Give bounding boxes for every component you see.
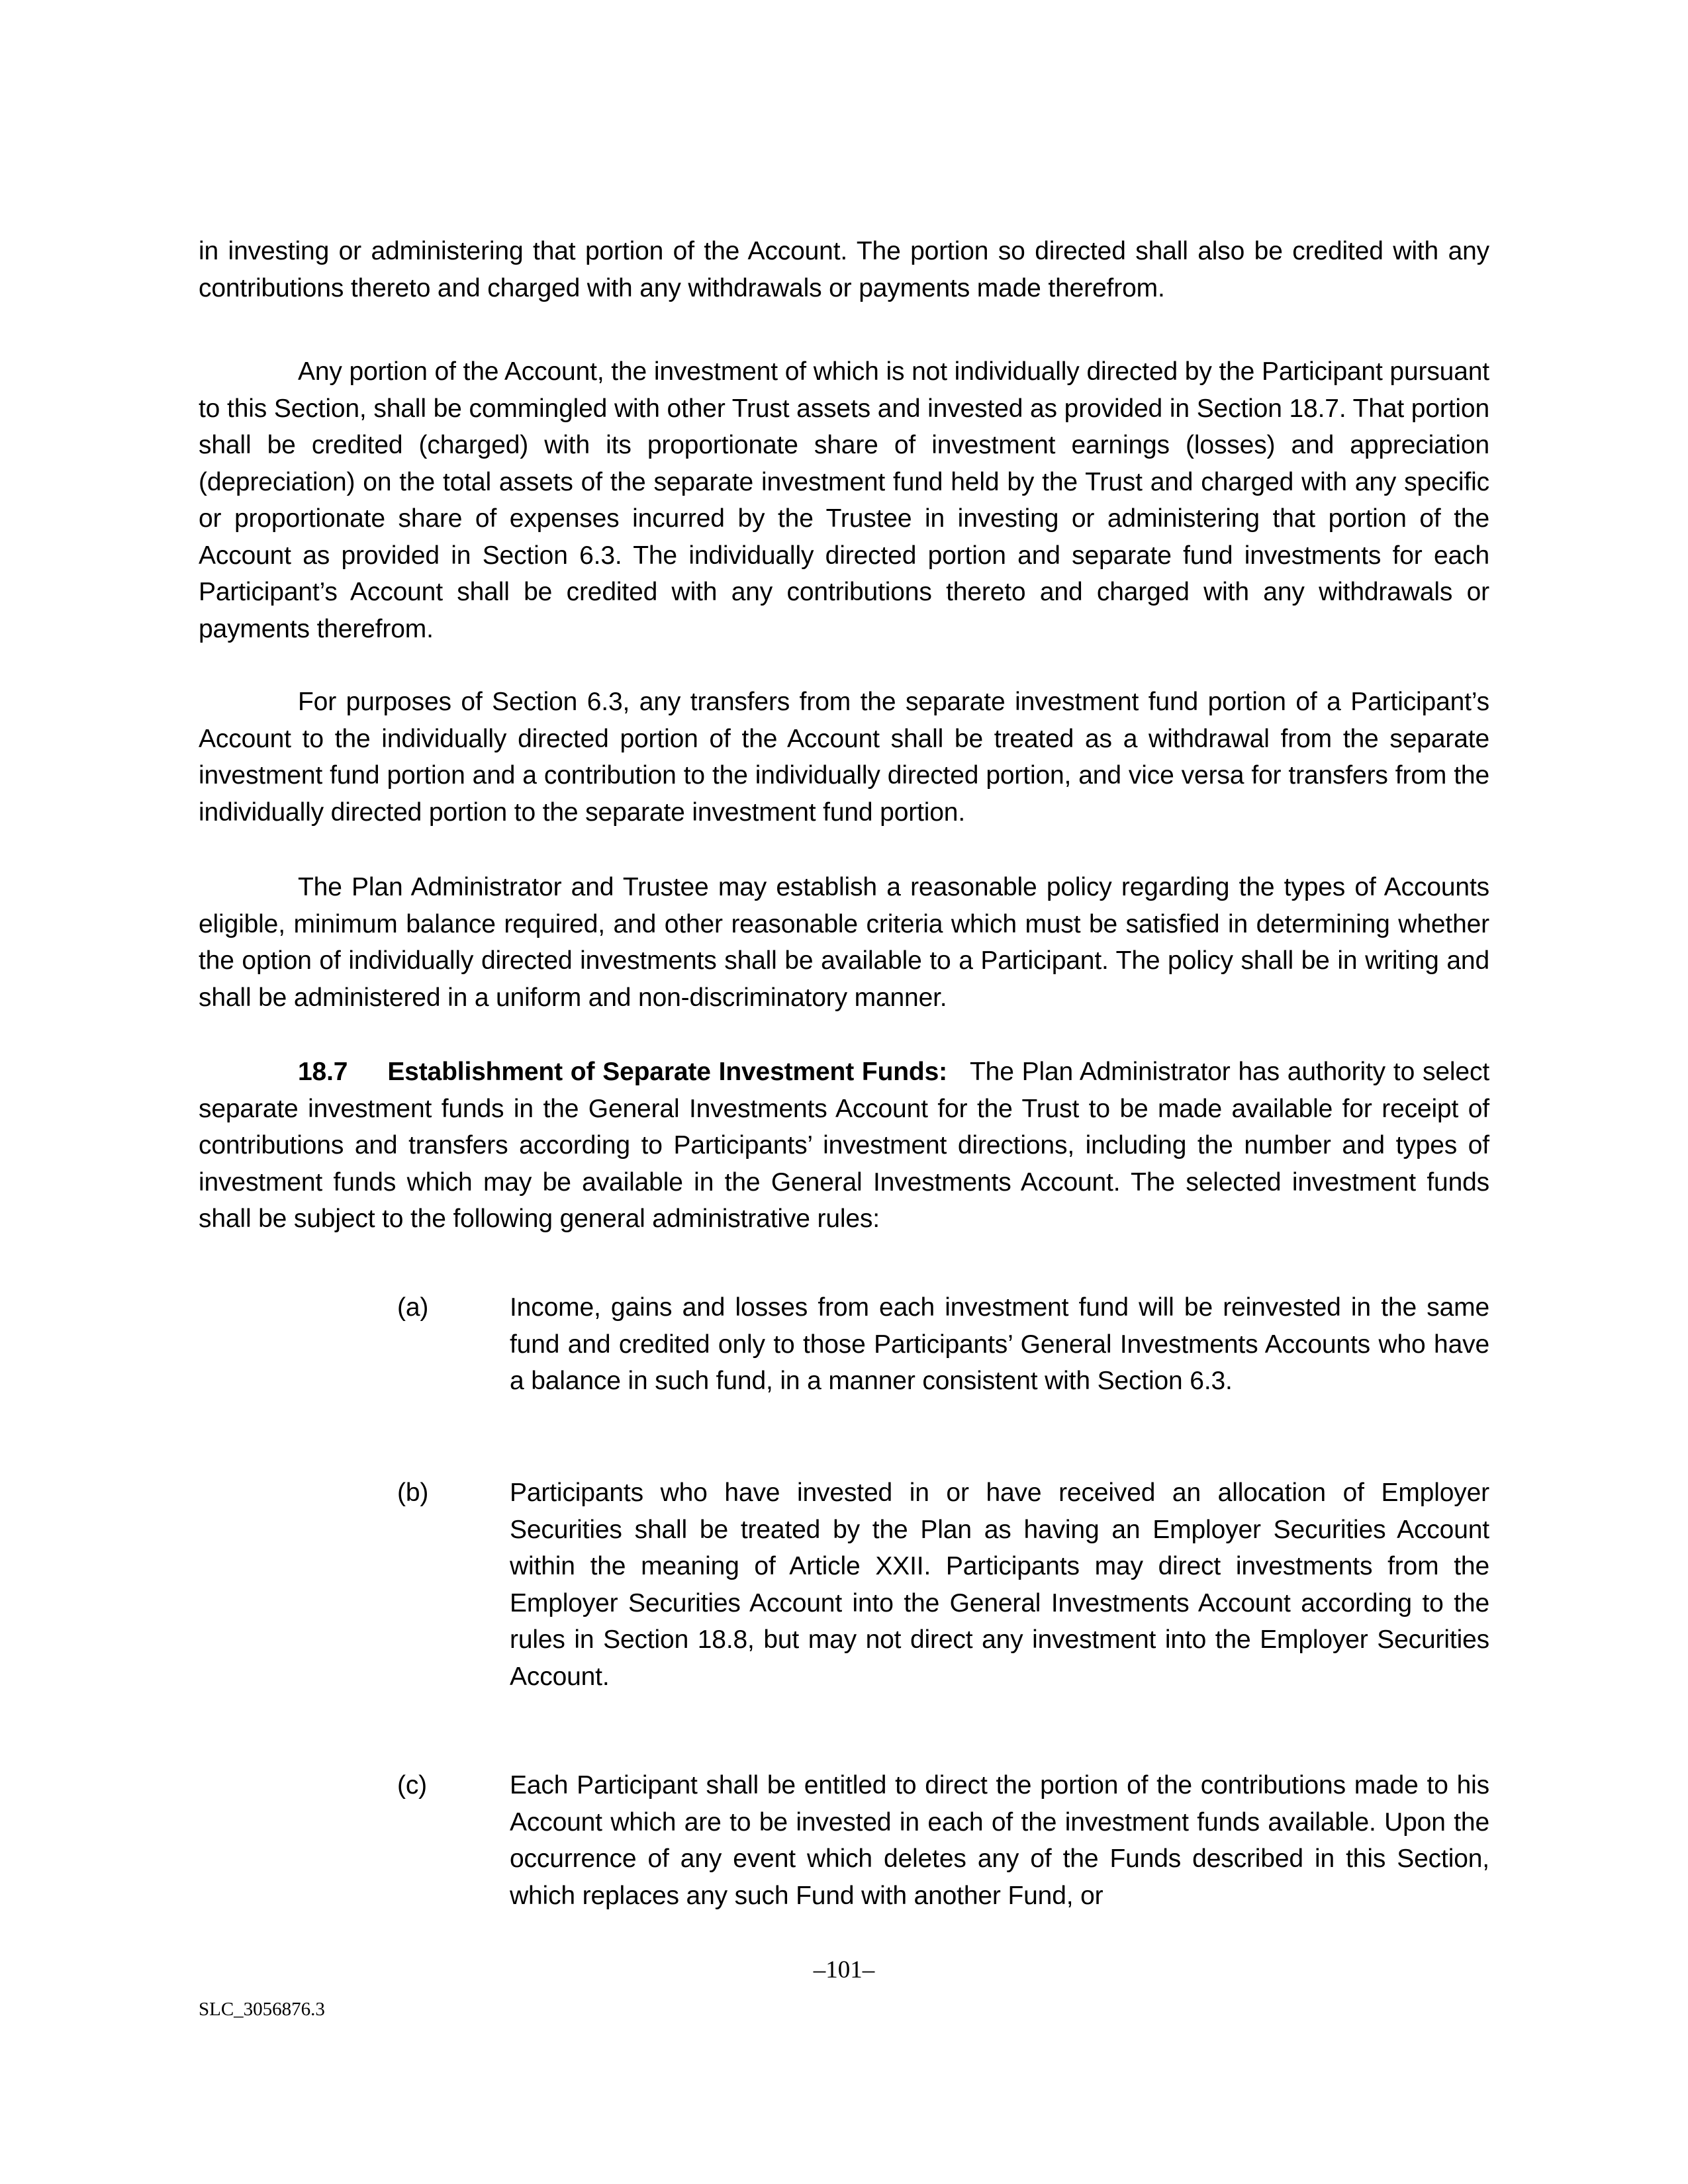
section-text: The Plan Administrator has authority to select separate investment funds in the General Investments Account for the Trust to be made available for receipt of contributions and transfers according to Participants’ investment directions, including the number and types of investment funds which may be available in the General Investments Account. The selected investment funds shall be subject to the following general administrative rules: <box>199 1058 1490 1233</box>
continuation-text: in investing or administering that portion of the Account. The portion so directed shall also be credited with any contributions thereto and charged with any withdrawals or payments made therefrom. <box>199 237 1489 302</box>
document-id: SLC_3056876.3 <box>199 1999 325 2020</box>
section-title: Establishment of Separate Investment Funds: <box>387 1058 947 1086</box>
list-item-text: Income, gains and losses from each investment fund will be reinvested in the same fund and credited only to those Participants’ General Investments Accounts who have a balance in such fund, in a manner consistent with Section 6.3. <box>510 1293 1489 1395</box>
section-paragraph <box>199 1054 1489 1238</box>
page-number: –101– <box>813 1956 875 1983</box>
paragraph-policy <box>199 869 1489 1016</box>
paragraph-text: Any portion of the Account, the investment of which is not individually directed by the Participant pursuant to this Section, shall be commingled with other Trust assets and invested as provided in Section 18.7. That portion shall be credited (charged) with its proportionate share of investment earnings (losses) and appreciation (depreciation) on the total assets of the separate investment fund held by the Trust and charged with any specific or proportionate share of expenses incurred by the Trustee in investing or administering that portion of the Account as provided in Section 6.3. The individually directed portion and separate fund investments for each Participant’s Account shall be credited with any contributions thereto and charged with any withdrawals or payments therefrom. <box>199 357 1489 643</box>
paragraph-text: The Plan Administrator and Trustee may establish a reasonable policy regarding the types of Accounts eligible, minimum balance required, and other reasonable criteria which must be satisfied in determining whether the option of individually directed investments shall be available to a Participant. The policy shall be in writing and shall be administered in a uniform and non-discriminatory manner. <box>199 873 1489 1012</box>
paragraph-transfers <box>199 684 1489 831</box>
list-item-label: (c) <box>397 1771 428 1799</box>
list-item-text: Each Participant shall be entitled to direct the portion of the contributions made to his Account which are to be invested in each of the investment funds available. Upon the occurrence of any event which deletes any of the Funds described in this Section, which replaces any such Fund with another Fund, or <box>510 1771 1489 1910</box>
list-item-label: (a) <box>397 1293 429 1322</box>
paragraph-commingled <box>199 353 1489 647</box>
continuation-paragraph <box>199 233 1489 306</box>
list-item-label: (b) <box>397 1479 429 1507</box>
list-item-text: Participants who have invested in or have received an allocation of Employer Securities shall be treated by the Plan as having an Employer Securities Account within the meaning of Article XXII. Participants may direct investments from the Employer Securities Account into the General Investments Account according to the rules in Section 18.8, but may not direct any investment into the Employer Securities Account. <box>510 1479 1489 1691</box>
section-18-7 <box>199 1054 1489 1238</box>
section-number: 18.7 <box>298 1058 348 1086</box>
paragraph-text: For purposes of Section 6.3, any transfers from the separate investment fund portion of a Participant’s Account to the individually directed portion of the Account shall be treated as a withdrawal from the separate investment fund portion and a contribution to the individually directed portion, and vice versa for transfers from the individually directed portion to the separate investment fund portion. <box>199 688 1489 827</box>
